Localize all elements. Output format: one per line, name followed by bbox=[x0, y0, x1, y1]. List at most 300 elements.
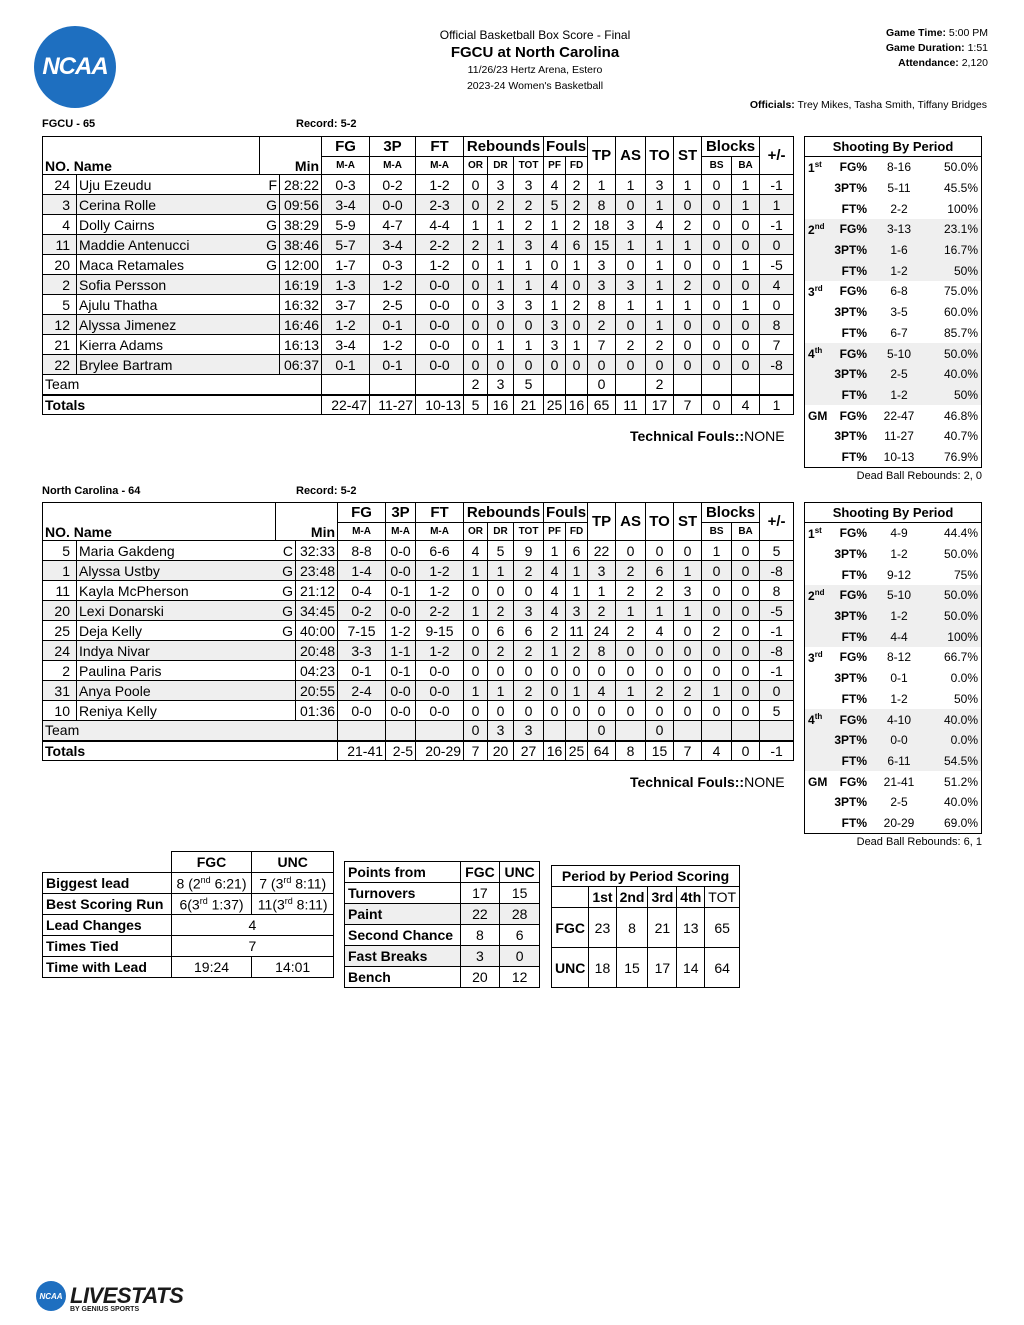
player-name: Uju Ezeudu bbox=[77, 175, 260, 195]
shooting-row bbox=[805, 178, 981, 199]
stat-cell: 0 bbox=[544, 701, 566, 721]
col-header-plus-minus: +/- bbox=[760, 137, 794, 175]
stat-cell: 1 bbox=[488, 681, 514, 701]
player-row bbox=[43, 661, 794, 681]
stat-cell: 1 bbox=[760, 195, 794, 215]
officials: Officials: Trey Mikes, Tasha Smith, Tiffany Bridges bbox=[749, 99, 987, 111]
points-from-row bbox=[345, 925, 540, 946]
shot-type: FT% bbox=[841, 201, 867, 216]
stat-cell: 4 bbox=[544, 601, 566, 621]
points-from-row bbox=[345, 967, 540, 988]
dead-ball-rebounds: Dead Ball Rebounds: 2, 0 bbox=[856, 470, 982, 482]
shooting-row bbox=[805, 198, 981, 219]
shot-percentage: 46.8% bbox=[943, 408, 978, 423]
points-from-fgc: 20 bbox=[460, 967, 500, 988]
stat-cell: 2 bbox=[646, 335, 674, 355]
stat-cell: 0 bbox=[732, 335, 760, 355]
stat-cell: 1-1 bbox=[386, 641, 416, 661]
stat-cell: 2 bbox=[616, 581, 646, 601]
period-score: 21 bbox=[648, 908, 677, 948]
stat-cell: 0-0 bbox=[386, 681, 416, 701]
player-number: 20 bbox=[43, 601, 77, 621]
stat-cell: 1 bbox=[616, 601, 646, 621]
empty-cell bbox=[674, 721, 702, 741]
stat-cell: 2 bbox=[646, 581, 674, 601]
total-cell: 64 bbox=[588, 741, 616, 761]
shot-type: FG% bbox=[839, 526, 867, 541]
empty-cell bbox=[544, 721, 566, 741]
stat-cell: 3 bbox=[514, 175, 544, 195]
stat-cell: 1-2 bbox=[322, 315, 370, 335]
shot-percentage: 75% bbox=[953, 567, 978, 582]
stat-cell: 0-0 bbox=[386, 541, 416, 561]
stat-cell: 34:45 bbox=[296, 601, 338, 621]
team-row-label: Team bbox=[43, 375, 322, 395]
col-header-min: Min bbox=[260, 137, 322, 175]
stat-cell: 0-1 bbox=[322, 355, 370, 375]
team-stat-to: 0 bbox=[646, 721, 674, 741]
shot-percentage: 51.2% bbox=[943, 774, 978, 789]
stat-cell: 0-3 bbox=[370, 255, 416, 275]
shot-made-attempted: 20-29 bbox=[883, 815, 915, 830]
shot-type: FT% bbox=[841, 263, 867, 278]
stat-cell: 0 bbox=[674, 315, 702, 335]
team-record: Record: 5-2 bbox=[296, 485, 357, 497]
player-row bbox=[43, 541, 794, 561]
shot-made-attempted: 1-2 bbox=[890, 691, 908, 706]
points-from-label: Second Chance bbox=[345, 925, 461, 946]
stat-cell: 1 bbox=[732, 255, 760, 275]
total-cell: 65 bbox=[588, 395, 616, 415]
shot-made-attempted: 21-41 bbox=[883, 774, 915, 789]
ncaa-ball-icon: NCAA bbox=[36, 1281, 66, 1311]
period-header: TOT bbox=[705, 887, 740, 908]
total-cell: 2-5 bbox=[386, 741, 416, 761]
total-cell: 7 bbox=[464, 741, 488, 761]
shot-percentage: 40.7% bbox=[943, 429, 978, 444]
stat-cell: 0 bbox=[732, 641, 760, 661]
stat-cell: 0-4 bbox=[338, 581, 386, 601]
player-name: Maria Gakdeng bbox=[77, 541, 276, 561]
stat-cell: 0-1 bbox=[370, 355, 416, 375]
shot-percentage: 50.0% bbox=[943, 588, 978, 603]
shooting-row bbox=[805, 792, 981, 813]
points-from-unc: 28 bbox=[500, 904, 540, 925]
period-label: 4th bbox=[808, 712, 823, 728]
shot-percentage: 66.7% bbox=[943, 650, 978, 665]
stat-cell: 1-2 bbox=[416, 561, 464, 581]
col-subheader-fd: FD bbox=[566, 157, 588, 175]
shot-type: 3PT% bbox=[834, 609, 867, 624]
total-cell: 7 bbox=[674, 741, 702, 761]
stat-cell: 1 bbox=[566, 255, 588, 275]
stat-cell: 1 bbox=[488, 215, 514, 235]
shot-made-attempted: 2-5 bbox=[890, 795, 908, 810]
stat-cell: 2 bbox=[702, 621, 732, 641]
stat-cell: 0-0 bbox=[416, 701, 464, 721]
stat-cell: 0 bbox=[732, 661, 760, 681]
stat-cell: 4-7 bbox=[370, 215, 416, 235]
col-unc: UNC bbox=[500, 862, 540, 883]
player-number: 20 bbox=[43, 255, 77, 275]
shot-type: FT% bbox=[841, 449, 867, 464]
shot-type: FG% bbox=[839, 650, 867, 665]
stat-cell: -8 bbox=[760, 641, 794, 661]
stat-cell: 3 bbox=[544, 335, 566, 355]
empty-cell bbox=[702, 721, 732, 741]
shot-made-attempted: 5-10 bbox=[886, 346, 912, 361]
total-cell: 16 bbox=[544, 741, 566, 761]
total-cell: 4 bbox=[702, 741, 732, 761]
col-subheader-ma: M-A bbox=[416, 523, 464, 541]
team-stat-dr: 3 bbox=[488, 375, 514, 395]
stat-cell: 2 bbox=[588, 601, 616, 621]
stat-cell: 2 bbox=[544, 621, 566, 641]
col-subheader-dr: DR bbox=[488, 157, 514, 175]
stat-cell: 0 bbox=[702, 255, 732, 275]
player-position: G bbox=[260, 255, 280, 275]
stat-cell: 3 bbox=[514, 295, 544, 315]
stat-cell: 6 bbox=[566, 235, 588, 255]
empty-cell bbox=[566, 375, 588, 395]
stat-cell: 0 bbox=[544, 661, 566, 681]
col-header-fouls: Fouls bbox=[544, 503, 588, 523]
stat-cell: 1-7 bbox=[322, 255, 370, 275]
stat-cell: 1-2 bbox=[416, 175, 464, 195]
total-cell: 7 bbox=[674, 395, 702, 415]
player-name: Dolly Cairns bbox=[77, 215, 260, 235]
stat-cell: 2 bbox=[514, 195, 544, 215]
stat-cell: 0 bbox=[488, 661, 514, 681]
stat-cell: 0 bbox=[674, 195, 702, 215]
stat-cell: 0-1 bbox=[386, 661, 416, 681]
player-name: Maca Retamales bbox=[77, 255, 260, 275]
stat-cell: 1 bbox=[646, 255, 674, 275]
period-score-row bbox=[552, 948, 740, 988]
stat-cell: 0 bbox=[702, 661, 732, 681]
shooting-row bbox=[805, 426, 981, 447]
stat-cell: 0 bbox=[464, 255, 488, 275]
stat-cell: 2 bbox=[566, 641, 588, 661]
stat-cell: 3-3 bbox=[338, 641, 386, 661]
stat-cell: 22 bbox=[588, 541, 616, 561]
stat-cell: -5 bbox=[760, 601, 794, 621]
stat-cell: 1 bbox=[464, 681, 488, 701]
stat-cell: 0-1 bbox=[386, 581, 416, 601]
stat-cell: 1 bbox=[732, 295, 760, 315]
player-position: G bbox=[276, 581, 296, 601]
shot-type: 3PT% bbox=[834, 181, 867, 196]
shooting-row bbox=[805, 626, 981, 647]
shot-type: FT% bbox=[841, 753, 867, 768]
stat-cell: 3 bbox=[674, 581, 702, 601]
date-venue: 11/26/23 Hertz Arena, Estero bbox=[467, 64, 603, 76]
stat-cell: 0 bbox=[760, 235, 794, 255]
stat-cell: 3 bbox=[488, 175, 514, 195]
shooting-row bbox=[805, 585, 981, 606]
shot-percentage: 100% bbox=[947, 629, 978, 644]
period-header: 4th bbox=[677, 887, 705, 908]
best-run-label: Best Scoring Run bbox=[43, 894, 172, 915]
shot-percentage: 0.0% bbox=[950, 671, 978, 686]
stat-cell: 1 bbox=[674, 601, 702, 621]
game-stats-table bbox=[42, 851, 334, 978]
shot-made-attempted: 11-27 bbox=[884, 429, 914, 444]
shot-percentage: 50% bbox=[953, 691, 978, 706]
stat-cell: 1 bbox=[566, 581, 588, 601]
points-from-row bbox=[345, 946, 540, 967]
stat-cell: 20:48 bbox=[296, 641, 338, 661]
col-header-tp3: 3P bbox=[370, 137, 416, 157]
stat-cell: 0 bbox=[514, 661, 544, 681]
stat-cell: 0 bbox=[488, 355, 514, 375]
total-cell: 11 bbox=[616, 395, 646, 415]
attendance: 2,120 bbox=[961, 57, 988, 69]
report-subtitle: Official Basketball Box Score - Final bbox=[439, 28, 631, 42]
shot-made-attempted: 2-2 bbox=[890, 201, 908, 216]
shot-made-attempted: 22-47 bbox=[883, 408, 915, 423]
stat-cell: 3 bbox=[616, 275, 646, 295]
period-label: 3rd bbox=[808, 649, 823, 665]
total-cell: 16 bbox=[488, 395, 514, 415]
shot-made-attempted: 1-2 bbox=[890, 387, 908, 402]
stat-cell: 2 bbox=[588, 315, 616, 335]
period-score: 13 bbox=[677, 908, 705, 948]
stat-cell: 2 bbox=[566, 215, 588, 235]
stat-cell: -1 bbox=[760, 175, 794, 195]
stat-cell: 0-0 bbox=[416, 315, 464, 335]
player-position bbox=[276, 641, 296, 661]
stat-cell: 2 bbox=[514, 215, 544, 235]
stat-cell: 0-0 bbox=[416, 355, 464, 375]
shooting-row bbox=[805, 281, 981, 302]
shot-percentage: 50.0% bbox=[943, 346, 978, 361]
stat-cell: 2 bbox=[488, 195, 514, 215]
stat-cell: 1 bbox=[566, 681, 588, 701]
stat-cell: 2 bbox=[464, 235, 488, 255]
stat-cell: -1 bbox=[760, 215, 794, 235]
stat-cell: 2 bbox=[616, 335, 646, 355]
totals-row bbox=[43, 741, 794, 761]
col-subheader-ma: M-A bbox=[370, 157, 416, 175]
stat-cell: 1-2 bbox=[416, 641, 464, 661]
stat-cell: 0-0 bbox=[386, 601, 416, 621]
stat-cell: 0-2 bbox=[370, 175, 416, 195]
stat-cell: 3 bbox=[488, 295, 514, 315]
player-row bbox=[43, 175, 794, 195]
stat-cell: 0 bbox=[464, 621, 488, 641]
shot-percentage: 16.7% bbox=[943, 243, 978, 258]
shot-percentage: 50.0% bbox=[943, 547, 978, 562]
stat-cell: 0 bbox=[702, 355, 732, 375]
points-from-label: Turnovers bbox=[345, 883, 461, 904]
stat-cell: 1 bbox=[488, 335, 514, 355]
player-name: Maddie Antenucci bbox=[77, 235, 260, 255]
shot-type: FT% bbox=[841, 567, 867, 582]
col-subheader-ma: M-A bbox=[322, 157, 370, 175]
player-position bbox=[260, 295, 280, 315]
shot-type: 3PT% bbox=[834, 547, 867, 562]
col-header-min: Min bbox=[276, 503, 338, 541]
stat-cell: -8 bbox=[760, 561, 794, 581]
player-name: Reniya Kelly bbox=[77, 701, 276, 721]
player-name: Brylee Bartram bbox=[77, 355, 260, 375]
stat-cell: 0 bbox=[616, 255, 646, 275]
total-cell: 0 bbox=[702, 395, 732, 415]
player-name: Paulina Paris bbox=[77, 661, 276, 681]
stat-cell: 0-0 bbox=[416, 275, 464, 295]
stat-cell: 0 bbox=[674, 335, 702, 355]
stat-cell: 2 bbox=[646, 681, 674, 701]
stat-cell: 0 bbox=[646, 641, 674, 661]
stat-cell: 7 bbox=[760, 335, 794, 355]
player-position bbox=[260, 315, 280, 335]
col-subheader-ba: BA bbox=[732, 523, 760, 541]
shooting-row bbox=[805, 385, 981, 406]
stat-cell: 1 bbox=[566, 335, 588, 355]
points-from-label: Fast Breaks bbox=[345, 946, 461, 967]
stat-cell: 1 bbox=[488, 561, 514, 581]
col-header-fouls: Fouls bbox=[544, 137, 588, 157]
period-label: 4th bbox=[808, 346, 823, 362]
shooting-row bbox=[805, 323, 981, 344]
points-from-unc: 12 bbox=[500, 967, 540, 988]
game-duration: 1:51 bbox=[967, 42, 988, 54]
shot-percentage: 40.0% bbox=[943, 795, 978, 810]
stat-cell: 6 bbox=[488, 621, 514, 641]
shooting-row bbox=[805, 219, 981, 240]
stat-cell: 0 bbox=[544, 355, 566, 375]
shot-type: 3PT% bbox=[834, 243, 867, 258]
stat-cell: 0 bbox=[646, 355, 674, 375]
stat-cell: -8 bbox=[760, 355, 794, 375]
shooting-row bbox=[805, 689, 981, 710]
period-score-row bbox=[552, 908, 740, 948]
stat-cell: 0 bbox=[616, 195, 646, 215]
stat-cell: 5 bbox=[488, 541, 514, 561]
stat-cell: 8 bbox=[588, 641, 616, 661]
stat-cell: 2-2 bbox=[416, 235, 464, 255]
col-header-st: ST bbox=[674, 137, 702, 175]
stat-cell: -1 bbox=[760, 661, 794, 681]
stat-cell: 1-4 bbox=[338, 561, 386, 581]
total-cell: 10-13 bbox=[416, 395, 464, 415]
stat-cell: 0 bbox=[616, 355, 646, 375]
stat-cell: 0-2 bbox=[338, 601, 386, 621]
stat-cell: 0 bbox=[674, 701, 702, 721]
stat-cell: 8 bbox=[588, 295, 616, 315]
stat-cell: 0 bbox=[732, 541, 760, 561]
stat-cell: 0 bbox=[616, 315, 646, 335]
total-cell: 16 bbox=[566, 395, 588, 415]
stat-cell: 0 bbox=[566, 315, 588, 335]
stat-cell: 28:22 bbox=[280, 175, 322, 195]
player-row bbox=[43, 601, 794, 621]
stat-cell: 2 bbox=[488, 641, 514, 661]
stat-cell: 0 bbox=[732, 235, 760, 255]
stat-cell: 12:00 bbox=[280, 255, 322, 275]
stat-cell: 3 bbox=[514, 235, 544, 255]
stat-cell: 0 bbox=[702, 315, 732, 335]
shooting-row bbox=[805, 523, 981, 544]
biggest-lead-label: Biggest lead bbox=[43, 873, 172, 894]
lead-changes-label: Lead Changes bbox=[43, 915, 172, 936]
stat-cell: 0-0 bbox=[416, 335, 464, 355]
stat-cell: 1 bbox=[544, 295, 566, 315]
period-header: 3rd bbox=[648, 887, 677, 908]
stat-cell: 2 bbox=[514, 561, 544, 581]
empty-cell bbox=[732, 721, 760, 741]
empty-cell bbox=[674, 375, 702, 395]
points-from-fgc: 3 bbox=[460, 946, 500, 967]
player-row bbox=[43, 215, 794, 235]
team-stat-to: 2 bbox=[646, 375, 674, 395]
shot-percentage: 50.0% bbox=[943, 609, 978, 624]
shot-made-attempted: 2-5 bbox=[890, 367, 908, 382]
stat-cell: 5-7 bbox=[322, 235, 370, 255]
shot-type: FG% bbox=[839, 222, 867, 237]
col-header-blocks: Blocks bbox=[702, 137, 760, 157]
stat-cell: 3 bbox=[588, 255, 616, 275]
empty-cell bbox=[732, 375, 760, 395]
col-header-rebounds: Rebounds bbox=[464, 137, 544, 157]
player-number: 1 bbox=[43, 561, 77, 581]
stat-cell: -1 bbox=[760, 621, 794, 641]
shot-made-attempted: 1-2 bbox=[890, 263, 908, 278]
stat-cell: 1 bbox=[514, 255, 544, 275]
stat-cell: 3 bbox=[588, 561, 616, 581]
stat-cell: -5 bbox=[760, 255, 794, 275]
stat-cell: 1-2 bbox=[370, 335, 416, 355]
period-label: 1st bbox=[808, 159, 822, 175]
stat-cell: 1 bbox=[544, 641, 566, 661]
stat-cell: 2-4 bbox=[338, 681, 386, 701]
total-cell: 20-29 bbox=[416, 741, 464, 761]
shooting-row bbox=[805, 751, 981, 772]
stat-cell: 0-0 bbox=[338, 701, 386, 721]
shot-type: FT% bbox=[841, 815, 867, 830]
points-from-unc: 6 bbox=[500, 925, 540, 946]
stat-cell: 0 bbox=[464, 335, 488, 355]
shot-percentage: 50% bbox=[953, 387, 978, 402]
shot-type: FG% bbox=[839, 774, 867, 789]
stat-cell: 1 bbox=[488, 255, 514, 275]
stat-cell: 2 bbox=[488, 601, 514, 621]
stat-cell: 0 bbox=[732, 581, 760, 601]
stat-cell: 18 bbox=[588, 215, 616, 235]
stat-cell: 3 bbox=[616, 215, 646, 235]
stat-cell: 0-0 bbox=[370, 195, 416, 215]
period-label: 2nd bbox=[808, 587, 825, 603]
shot-percentage: 54.5% bbox=[943, 753, 978, 768]
stat-cell: 0 bbox=[702, 195, 732, 215]
period-score: 65 bbox=[705, 908, 740, 948]
player-row bbox=[43, 641, 794, 661]
shot-type: 3PT% bbox=[834, 367, 867, 382]
player-number: 5 bbox=[43, 541, 77, 561]
stat-cell: 0 bbox=[674, 641, 702, 661]
team-stat-or: 0 bbox=[464, 721, 488, 741]
stat-cell: 1 bbox=[464, 215, 488, 235]
player-position: G bbox=[260, 195, 280, 215]
stat-cell: 3 bbox=[544, 315, 566, 335]
stat-cell: 0 bbox=[566, 275, 588, 295]
period-score: 18 bbox=[589, 948, 616, 988]
stat-cell: 0 bbox=[464, 295, 488, 315]
stat-cell: 0 bbox=[646, 661, 674, 681]
team-abbr: FGC bbox=[552, 908, 589, 948]
shot-percentage: 40.0% bbox=[943, 367, 978, 382]
